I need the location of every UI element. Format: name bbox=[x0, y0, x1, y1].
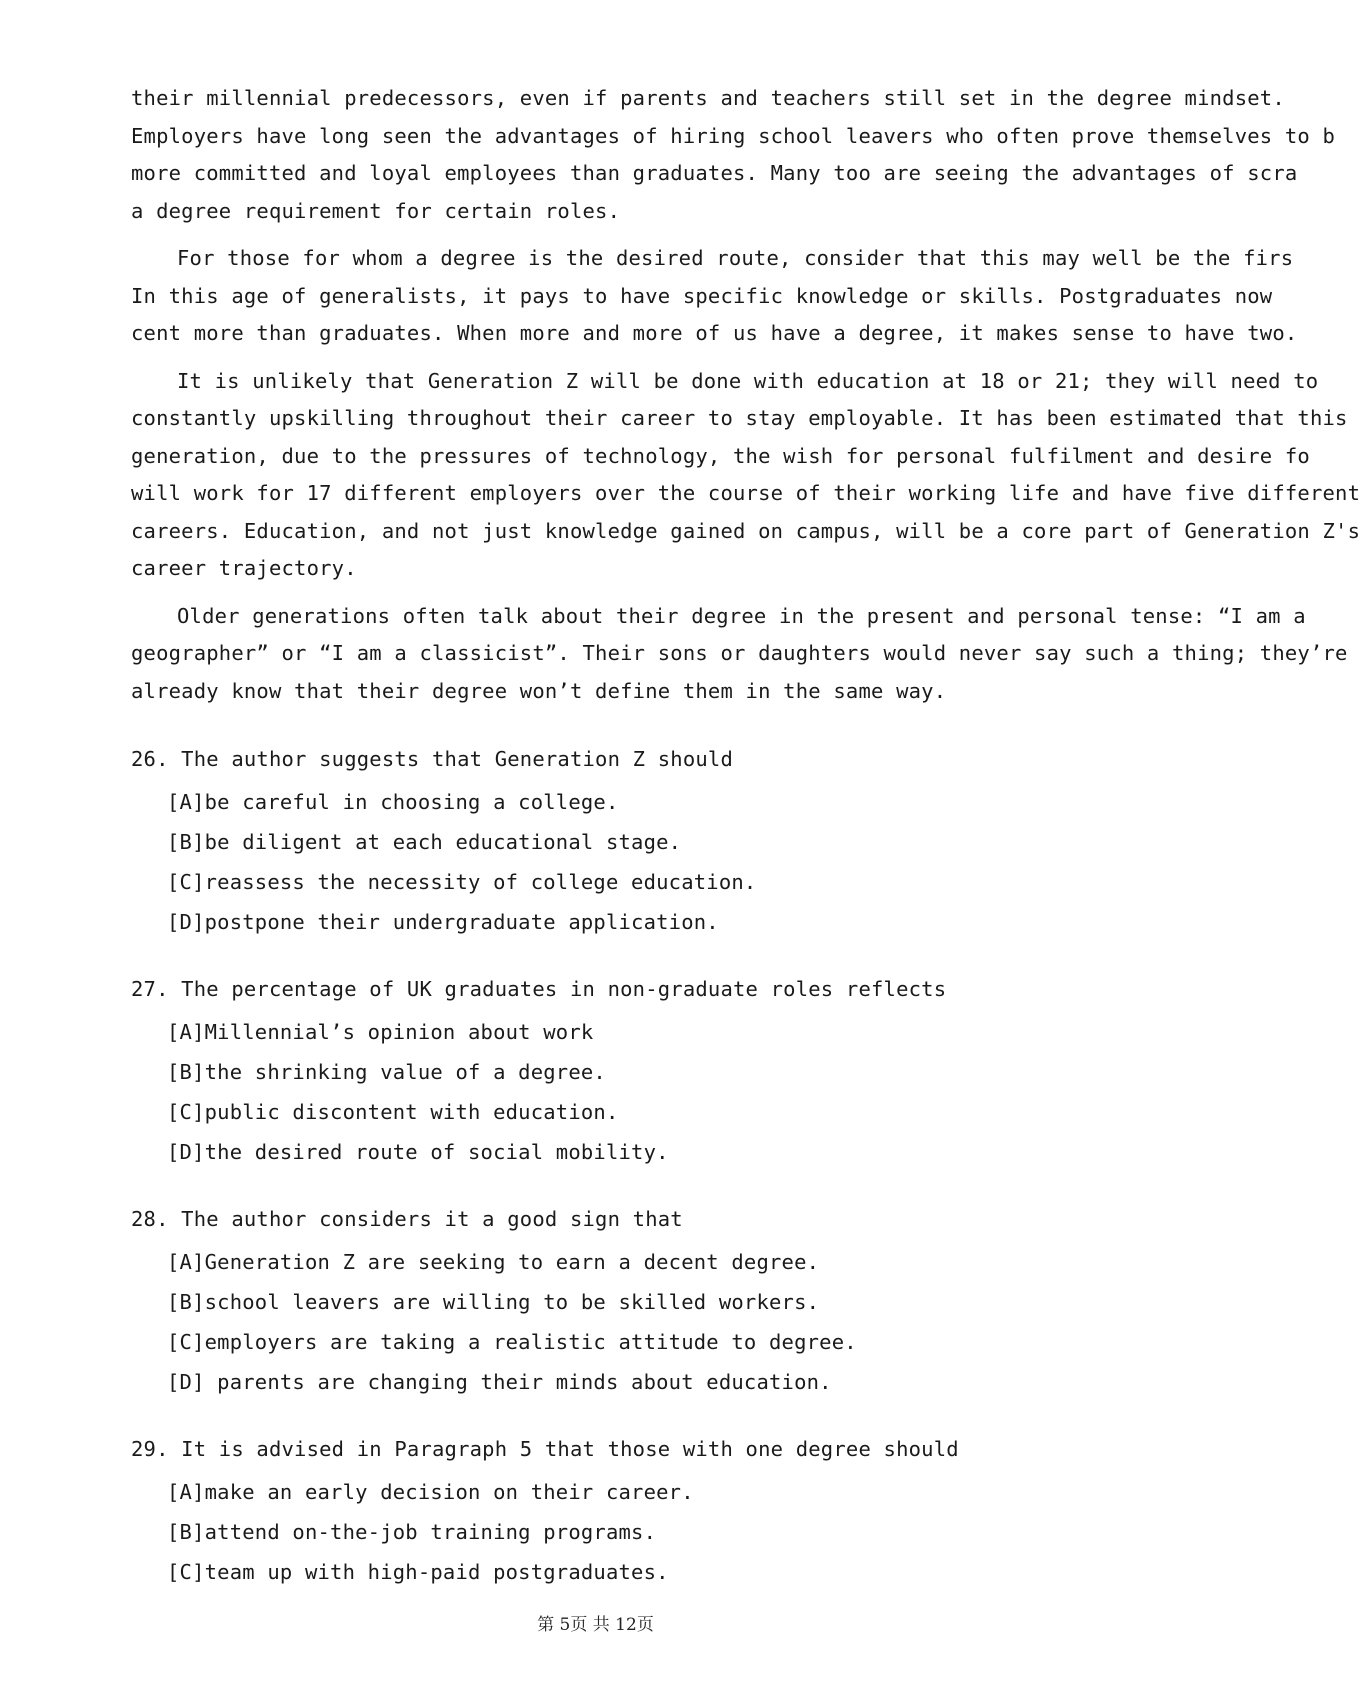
passage-line: already know that their degree won’t define them in the same way. bbox=[131, 678, 947, 703]
answer-options bbox=[131, 1242, 1191, 1402]
option-b[interactable]: [B]school leavers are willing to be skilled workers. bbox=[167, 1290, 820, 1314]
option-a[interactable]: [A]be careful in choosing a college. bbox=[167, 790, 619, 814]
passage-paragraph-4 bbox=[131, 598, 1348, 711]
question-27 bbox=[131, 970, 1191, 1172]
option-d[interactable]: [D] parents are changing their minds about education. bbox=[167, 1370, 832, 1394]
question-stem: 28. The author considers it a good sign that bbox=[131, 1207, 683, 1231]
passage-line: career trajectory. bbox=[131, 556, 357, 580]
passage-line: It is unlikely that Generation Z will be done with education at 18 or 21; they will need to bbox=[177, 368, 1319, 393]
option-a[interactable]: [A]make an early decision on their career. bbox=[167, 1480, 694, 1504]
question-29 bbox=[131, 1430, 1191, 1592]
passage-line: their millennial predecessors, even if parents and teachers still set in the degree mindset. bbox=[131, 86, 1285, 110]
passage-line: generation, due to the pressures of technology, the wish for personal fulfilment and desire fo bbox=[131, 443, 1310, 468]
question-26 bbox=[131, 740, 1191, 942]
option-b[interactable]: [B]be diligent at each educational stage. bbox=[167, 830, 682, 854]
option-b[interactable]: [B]attend on-the-job training programs. bbox=[167, 1520, 657, 1544]
passage-line: For those for whom a degree is the desired route, consider that this may well be the firs bbox=[177, 246, 1294, 270]
option-c[interactable]: [C]reassess the necessity of college education. bbox=[167, 870, 757, 894]
question-28 bbox=[131, 1200, 1191, 1402]
passage-line: Employers have long seen the advantages of hiring school leavers who often prove themselves to b bbox=[131, 123, 1336, 148]
passage-line: a degree requirement for certain roles. bbox=[131, 198, 621, 223]
question-stem: 27. The percentage of UK graduates in non-graduate roles reflects bbox=[131, 977, 947, 1001]
reading-passage bbox=[131, 80, 1360, 710]
option-d[interactable]: [D]postpone their undergraduate application. bbox=[167, 910, 719, 934]
passage-paragraph-3 bbox=[131, 363, 1360, 588]
answer-options bbox=[131, 782, 1191, 942]
page-content bbox=[131, 80, 1360, 1592]
answer-options bbox=[131, 1012, 1191, 1172]
option-c[interactable]: [C]public discontent with education. bbox=[167, 1100, 619, 1124]
option-b[interactable]: [B]the shrinking value of a degree. bbox=[167, 1060, 606, 1084]
answer-options bbox=[131, 1472, 1191, 1592]
passage-paragraph-1 bbox=[131, 80, 1336, 230]
option-a[interactable]: [A]Millennial’s opinion about work bbox=[167, 1020, 594, 1044]
passage-line: more committed and loyal employees than graduates. Many too are seeing the advantages of scra bbox=[131, 161, 1298, 185]
passage-line: In this age of generalists, it pays to have specific knowledge or skills. Postgraduates now bbox=[131, 283, 1273, 308]
page-number-footer: 第 5页 共 12页 bbox=[537, 1615, 654, 1635]
passage-line: Older generations often talk about their degree in the present and personal tense: “I am a bbox=[177, 603, 1306, 628]
option-a[interactable]: [A]Generation Z are seeking to earn a decent degree. bbox=[167, 1250, 820, 1274]
question-stem: 26. The author suggests that Generation Z should bbox=[131, 747, 734, 771]
question-stem: 29. It is advised in Paragraph 5 that those with one degree should bbox=[131, 1437, 959, 1461]
passage-line: careers. Education, and not just knowledge gained on campus, will be a core part of Generation Z's bbox=[131, 518, 1360, 543]
passage-line: geographer” or “I am a classicist”. Their sons or daughters would never say such a thing; they’re bbox=[131, 641, 1348, 665]
passage-line: will work for 17 different employers over the course of their working life and have five different bbox=[131, 481, 1360, 505]
passage-line: constantly upskilling throughout their career to stay employable. It has been estimated that this bbox=[131, 406, 1348, 430]
option-c[interactable]: [C]team up with high-paid postgraduates. bbox=[167, 1560, 669, 1584]
passage-paragraph-2 bbox=[131, 240, 1298, 353]
option-c[interactable]: [C]employers are taking a realistic attitude to degree. bbox=[167, 1330, 857, 1354]
option-d[interactable]: [D]the desired route of social mobility. bbox=[167, 1140, 669, 1164]
passage-line: cent more than graduates. When more and more of us have a degree, it makes sense to have two. bbox=[131, 321, 1298, 345]
